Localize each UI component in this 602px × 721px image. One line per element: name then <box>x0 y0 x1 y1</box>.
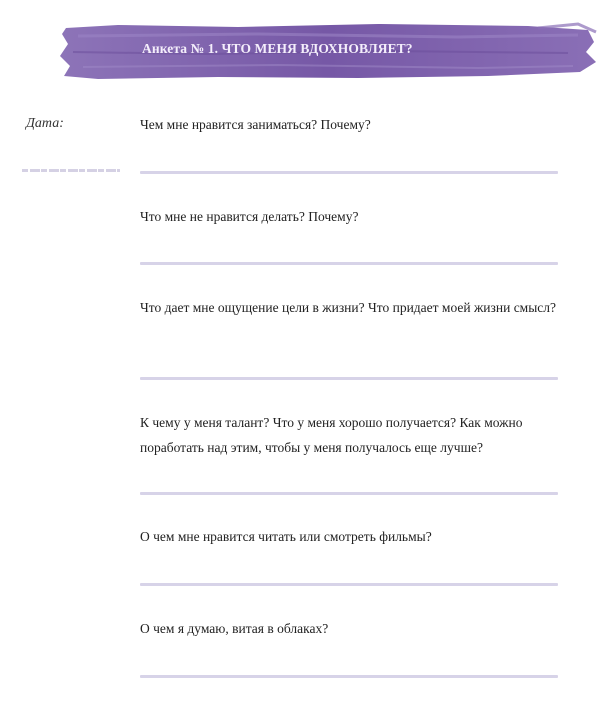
question-2: Что мне не нравится делать? Почему? <box>140 209 359 224</box>
answer-line-5[interactable] <box>140 583 558 586</box>
question-1: Чем мне нравится заниматься? Почему? <box>140 117 371 132</box>
answer-line-1[interactable] <box>140 171 558 174</box>
answer-line-6[interactable] <box>140 675 558 678</box>
page-title: Анкета № 1. ЧТО МЕНЯ ВДОХНОВЛЯЕТ? <box>142 41 413 56</box>
date-label: Дата: <box>26 116 64 131</box>
question-6: О чем я думаю, витая в облаках? <box>140 621 329 636</box>
question-4: К чему у меня талант? Что у меня хорошо получается? Как можно поработать над этим, чтобы у меня получалось еще лучше? <box>140 415 523 455</box>
answer-line-3[interactable] <box>140 377 558 380</box>
answer-line-2[interactable] <box>140 262 558 265</box>
header-banner <box>58 22 598 80</box>
answer-line-4[interactable] <box>140 492 558 495</box>
date-input-line[interactable] <box>22 168 120 173</box>
question-5: О чем мне нравится читать или смотреть фильмы? <box>140 529 432 544</box>
question-3: Что дает мне ощущение цели в жизни? Что придает моей жизни смысл? <box>140 300 557 315</box>
